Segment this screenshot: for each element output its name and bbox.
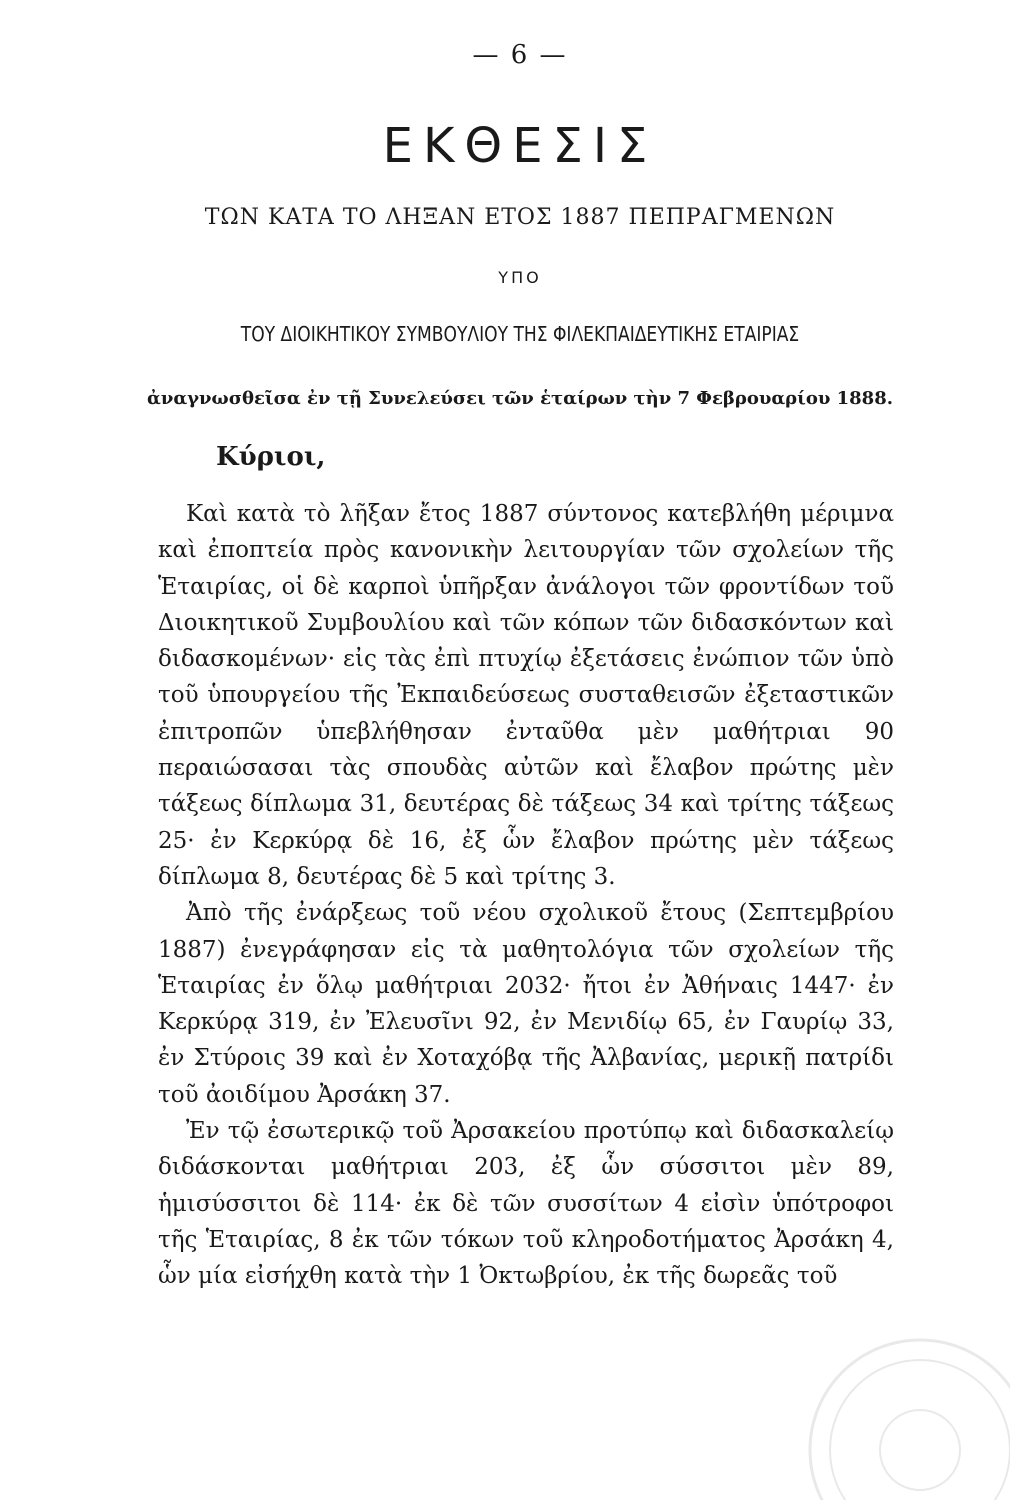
subtitle-line-3: ΤΟΥ ΔΙΟΙΚΗΤΙΚΟΥ ΣΥΜΒΟΥΛΙΟΥ ΤΗΣ ΦΙΛΕΚΠΑΙΔΕΥΤΙΚΗΣ ΕΤΑΙΡΙΑΣ (240, 322, 800, 346)
subtitle-line-1: ΤΩΝ ΚΑΤΑ ΤΟ ΛΗΞΑΝ ΕΤΟΣ 1887 ΠΕΠΡΑΓΜΕΝΩΝ (204, 205, 836, 230)
body-text (158, 496, 894, 1295)
document-title: ΕΚΘΕΣΙΣ (382, 118, 658, 174)
library-seal-stamp (770, 1320, 1010, 1500)
read-note: ἀναγνωσθεῖσα ἐν τῇ Συνελεύσει τῶν ἑταίρων τὴν 7 Φεβρουαρίου 1888. (146, 388, 893, 409)
subtitle-line-2: ΥΠΟ (498, 268, 542, 287)
salutation: Κύριοι, (216, 442, 326, 472)
paragraph: Ἀπὸ τῆς ἐνάρξεως τοῦ νέου σχολικοῦ ἔτους (Σεπτεμβρίου 1887) ἐνεγράφησαν εἰς τὰ μαθητολόγια τῶν σχολείων τῆς Ἑταιρίας ἐν ὅλῳ μαθήτριαι 2032· ἤτοι ἐν Ἀθήναις 1447· ἐν Κερκύρᾳ 319, ἐν Ἐλευσῖνι 92, ἐν Μενιδίῳ 65, ἐν Γαυρίῳ 33, ἐν Στύροις 39 καὶ ἐν Χοταχόβᾳ τῆς Ἀλβανίας, μερικῇ πατρίδι τοῦ ἀοιδίμου Ἀρσάκη 37. (158, 900, 894, 1108)
page-number: — 6 — (472, 40, 568, 70)
paragraph: Ἐν τῷ ἐσωτερικῷ τοῦ Ἀρσακείου προτύπῳ καὶ διδασκαλείῳ διδάσκονται μαθήτριαι 203, ἐξ ὧν σύσσιτοι μὲν 89, ἡμισύσσιτοι δὲ 114· ἐκ δὲ τῶν συσσίτων 4 εἰσὶν ὑπότροφοι τῆς Ἑταιρίας, 8 ἐκ τῶν τόκων τοῦ κληροδοτήματος Ἀρσάκη 4, ὧν μία εἰσήχθη κατὰ τὴν 1 Ὀκτωβρίου, ἐκ τῆς δωρεᾶς τοῦ (158, 1118, 894, 1290)
paragraph: Καὶ κατὰ τὸ λῆξαν ἔτος 1887 σύντονος κατεβλήθη μέριμνα καὶ ἐποπτεία πρὸς κανονικὴν λειτουργίαν τῶν σχολείων τῆς Ἑταιρίας, οἱ δὲ καρποὶ ὑπῆρξαν ἀνάλογοι τῶν φροντίδων τοῦ Διοικητικοῦ Συμβουλίου καὶ τῶν κόπων τῶν διδασκόντων καὶ διδασκομένων· εἰς τὰς ἐπὶ πτυχίῳ ἐξετάσεις ἐνώπιον τῶν ὑπὸ τοῦ ὑπουργείου τῆς Ἐκπαιδεύσεως συσταθεισῶν ἐξεταστικῶν ἐπιτροπῶν ὑπεβλήθησαν ἐνταῦθα μὲν μαθήτριαι 90 περαιώσασαι τὰς σπουδὰς αὐτῶν καὶ ἔλαβον πρώτης μὲν τάξεως δίπλωμα 31, δευτέρας δὲ τάξεως 34 καὶ τρίτης τάξεως 25· ἐν Κερκύρᾳ δὲ 16, ἐξ ὧν ἔλαβον πρώτης μὲν τάξεως δίπλωμα 8, δευτέρας δὲ 5 καὶ τρίτης 3. (158, 501, 894, 890)
